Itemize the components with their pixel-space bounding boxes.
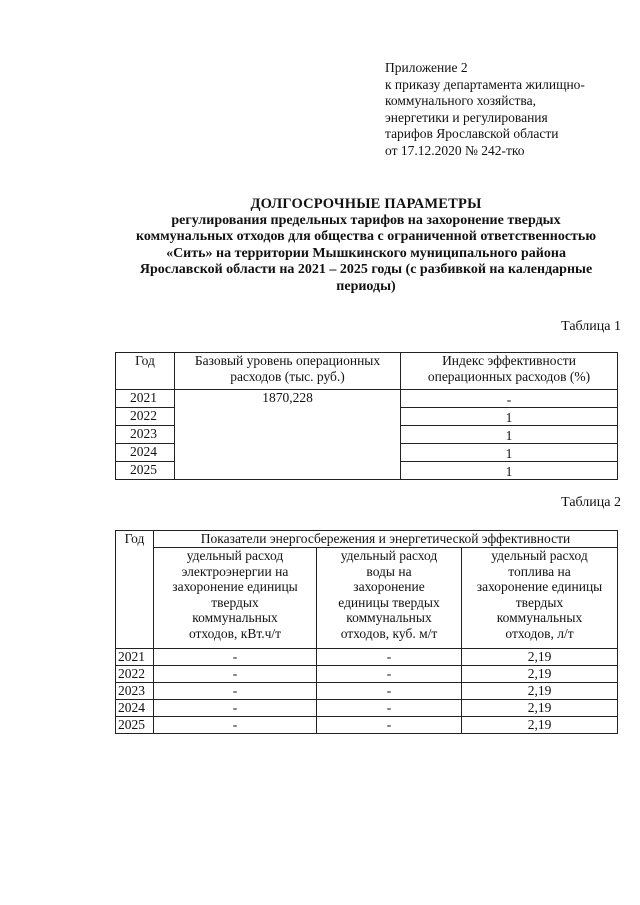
table2-cell-fuel: 2,19 (462, 683, 618, 700)
table2-cell-water: - (317, 649, 462, 666)
table2-header-row-columns (116, 548, 618, 649)
table1-cell-year: 2025 (116, 462, 175, 480)
table2-cell-year: 2025 (116, 717, 154, 734)
table-row (116, 666, 618, 683)
table2-header-row-group (116, 531, 618, 548)
table1-cell-index: 1 (401, 444, 618, 462)
table2-cell-water: - (317, 683, 462, 700)
table1 (115, 352, 618, 480)
table1-cell-index: 1 (401, 426, 618, 444)
table1-header-base: Базовый уровень операционных расходов (тыс. руб.) (175, 353, 401, 390)
table1-caption: Таблица 1 (561, 319, 621, 334)
appendix-header: Приложение 2 к приказу департамента жилищно- коммунального хозяйства, энергетики и регулирования тарифов Ярославской области от 17.12.2020 № 242-тко (385, 60, 585, 158)
table2-cell-electricity: - (154, 666, 317, 683)
table2-cell-year: 2021 (116, 649, 154, 666)
table1-cell-index: 1 (401, 408, 618, 426)
title-subtitle: регулирования предельных тарифов на захоронение твердых коммунальных отходов для общества с ограниченной ответственностью «Сить» на территории Мышкинского муниципального района Ярославской области на 2021 – 2025 годы (с разбивкой на календарные периоды) (135, 212, 597, 294)
table-row (116, 649, 618, 666)
table2-cell-year: 2024 (116, 700, 154, 717)
table1-cell-year: 2024 (116, 444, 175, 462)
table2-cell-electricity: - (154, 649, 317, 666)
table2-cell-electricity: - (154, 683, 317, 700)
table1-cell-year: 2022 (116, 408, 175, 426)
title-main: ДОЛГОСРОЧНЫЕ ПАРАМЕТРЫ (250, 196, 482, 212)
table2-cell-water: - (317, 717, 462, 734)
table1-header-index: Индекс эффективности операционных расходов (%) (401, 353, 618, 390)
table2-cell-electricity: - (154, 700, 317, 717)
table2-header-group: Показатели энергосбережения и энергетической эффективности (154, 531, 618, 548)
table-row (116, 717, 618, 734)
table2-cell-fuel: 2,19 (462, 700, 618, 717)
table-row (116, 390, 618, 408)
table2-cell-fuel: 2,19 (462, 666, 618, 683)
table2-cell-electricity: - (154, 717, 317, 734)
table2 (115, 530, 618, 734)
table1-cell-year: 2023 (116, 426, 175, 444)
table2-cell-year: 2023 (116, 683, 154, 700)
table-row (116, 700, 618, 717)
table-row (116, 683, 618, 700)
table2-header-year: Год (116, 531, 154, 649)
table1-header-row (116, 353, 618, 390)
table1-cell-year: 2021 (116, 390, 175, 408)
table2-header-electricity: удельный расход электроэнергии на захоронение единицы твердых коммунальных отходов, кВт.ч/т (154, 548, 317, 649)
table2-header-fuel: удельный расход топлива на захоронение единицы твердых коммунальных отходов, л/т (462, 548, 618, 649)
table2-header-water: удельный расход воды на захоронение единицы твердых коммунальных отходов, куб. м/т (317, 548, 462, 649)
table2-caption: Таблица 2 (561, 495, 621, 510)
table1-header-year: Год (116, 353, 175, 390)
document-title (110, 196, 622, 295)
table2-cell-year: 2022 (116, 666, 154, 683)
table1-cell-base: 1870,228 (175, 390, 401, 480)
table2-cell-fuel: 2,19 (462, 649, 618, 666)
table1-cell-index: - (401, 390, 618, 408)
table2-cell-fuel: 2,19 (462, 717, 618, 734)
table2-cell-water: - (317, 700, 462, 717)
table1-cell-index: 1 (401, 462, 618, 480)
table2-cell-water: - (317, 666, 462, 683)
